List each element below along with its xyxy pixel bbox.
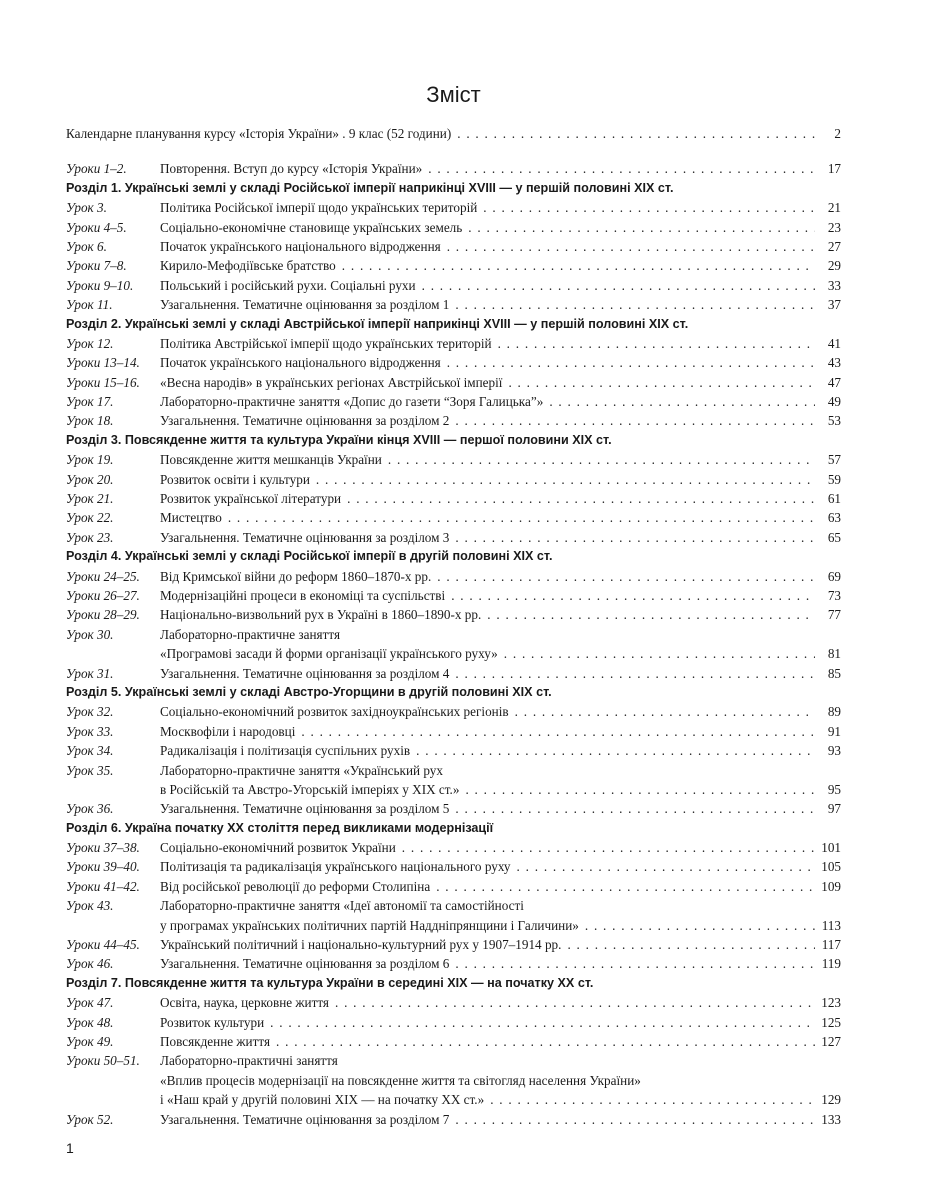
dot-leader [270, 1013, 815, 1032]
toc-page-number: 2 [834, 126, 841, 141]
toc-page-number: 27 [827, 238, 841, 254]
dot-leader [504, 644, 815, 663]
dot-leader [402, 838, 815, 857]
dot-leader [447, 353, 815, 372]
toc-entry[interactable] [66, 954, 841, 973]
toc-page-number: 109 [821, 878, 841, 894]
section-heading[interactable]: Розділ 1. Українські землі у складі Російської імперії наприкінці XVIII — у першій половині XIX ст. [66, 180, 674, 195]
toc-entry-title: Календарне планування курсу «Історія України» . 9 клас (52 години) [66, 126, 452, 141]
toc-entry-title: Від Кримської війни до реформ 1860–1870-х рр. [160, 568, 432, 584]
toc-page-number: 69 [827, 568, 841, 584]
toc-entry[interactable] [66, 722, 841, 741]
dot-leader [549, 392, 815, 411]
toc-page-number: 49 [827, 394, 841, 410]
toc-entry[interactable] [66, 295, 841, 314]
lesson-label: Урок 21. [66, 491, 114, 507]
toc-entry[interactable] [66, 702, 841, 721]
toc-entry-title: Лабораторно-практичне заняття «Український рух [160, 762, 443, 778]
toc-entry-title: Соціально-економічне становище українських земель [160, 219, 463, 235]
toc-page-number: 97 [827, 801, 841, 817]
toc-entry[interactable] [66, 256, 841, 275]
toc-entry-continuation[interactable] [66, 1090, 841, 1109]
toc-page-number: 93 [827, 743, 841, 759]
lesson-label: Урок 6. [66, 238, 107, 254]
lesson-label: Урок 18. [66, 413, 114, 429]
toc-entry[interactable] [66, 664, 841, 683]
lesson-label: Уроки 37–38. [66, 840, 140, 856]
toc-entry-title: і «Наш край у другій половині XIX — на початку XX ст.» [160, 1092, 485, 1108]
lesson-label: Урок 31. [66, 665, 114, 681]
toc-page-number: 127 [821, 1033, 841, 1049]
toc-page-number: 47 [827, 374, 841, 390]
lesson-label: Урок 47. [66, 995, 114, 1011]
toc-entry-title: Лабораторно-практичне заняття «Ідеї автономії та самостійності [160, 898, 524, 914]
lesson-label: Урок 11. [66, 297, 113, 313]
toc-page-number: 113 [821, 917, 841, 933]
dot-leader [347, 489, 815, 508]
toc-entry-title: в Російській та Австро-Угорській імперіях у XIX ст.» [160, 781, 460, 797]
section-heading[interactable]: Розділ 5. Українські землі у складі Австро-Угорщини в другій половині XIX ст. [66, 684, 552, 699]
toc-entry-title: Лабораторно-практичне заняття «Допис до газети “Зоря Галицька”» [160, 394, 544, 410]
lesson-label: Урок 49. [66, 1033, 114, 1049]
toc-page-number: 43 [827, 355, 841, 371]
toc-entry-title: Москвофіли і народовці [160, 723, 296, 739]
toc-entry[interactable] [66, 993, 841, 1012]
toc-page-number: 89 [827, 704, 841, 720]
toc-entry[interactable] [66, 741, 841, 760]
lesson-label: Уроки 26–27. [66, 587, 140, 603]
section-heading[interactable]: Розділ 3. Повсякденне життя та культура України кінця XVIII — першої половини XIX ст. [66, 432, 612, 447]
section-heading[interactable]: Розділ 6. Україна початку XX століття перед викликами модернізації [66, 820, 494, 835]
toc-entry[interactable] [66, 489, 841, 508]
lesson-label: Уроки 39–40. [66, 859, 140, 875]
toc-entry-title: Повсякденне життя [160, 1033, 271, 1049]
lesson-label: Урок 34. [66, 743, 114, 759]
dot-leader [585, 916, 815, 935]
toc-entry-title: Український політичний і національно-культурний рух у 1907–1914 рр. [160, 937, 562, 953]
lesson-label: Уроки 9–10. [66, 277, 134, 293]
lesson-label: Урок 48. [66, 1014, 114, 1030]
toc-page-number: 95 [827, 781, 841, 797]
toc-entry[interactable] [66, 237, 841, 256]
lesson-label: Уроки 41–42. [66, 878, 140, 894]
toc-entry[interactable] [66, 605, 841, 624]
toc-entry-title: Від російської революції до реформи Столипіна [160, 878, 431, 894]
lesson-label: Урок 23. [66, 529, 114, 545]
toc-entry-title: Розвиток освіти і культури [160, 471, 310, 487]
toc-entry-title: Узагальнення. Тематичне оцінювання за розділом 2 [160, 413, 450, 429]
lesson-label: Уроки 28–29. [66, 607, 140, 623]
lesson-label: Уроки 15–16. [66, 374, 140, 390]
toc-page-number: 105 [821, 859, 841, 875]
toc-entry-title: Радикалізація і політизація суспільних рухів [160, 743, 411, 759]
toc-entry[interactable] [66, 857, 841, 876]
toc-entry-title: Політика Австрійської імперії щодо українських територій [160, 335, 492, 351]
lesson-label: Уроки 50–51. [66, 1053, 140, 1069]
toc-page-number: 57 [827, 452, 841, 468]
toc-page-number: 101 [821, 840, 841, 856]
toc-entry-continuation[interactable] [66, 644, 841, 663]
toc-entry-title: Політизація та радикалізація українського національного руху [160, 859, 511, 875]
dot-leader [316, 470, 815, 489]
toc-entry-title: Початок українського національного відродження [160, 238, 441, 254]
toc-entry-title: Узагальнення. Тематичне оцінювання за розділом 5 [160, 801, 450, 817]
toc-entry-title: Кирило-Мефодіївське братство [160, 258, 336, 274]
toc-entry-title: Розвиток української літератури [160, 491, 342, 507]
toc-entry[interactable] [66, 586, 841, 605]
toc-page-number: 37 [827, 297, 841, 313]
dot-leader [422, 276, 815, 295]
toc-entry-title: Узагальнення. Тематичне оцінювання за розділом 3 [160, 529, 450, 545]
lesson-label: Урок 12. [66, 335, 114, 351]
dot-leader [515, 702, 815, 721]
toc-page-number: 61 [827, 491, 841, 507]
lesson-label: Уроки 24–25. [66, 568, 140, 584]
toc-page-number: 59 [827, 471, 841, 487]
section-heading[interactable]: Розділ 7. Повсякденне життя та культура України в середині XIX — на початку XX ст. [66, 975, 594, 990]
dot-leader [455, 1110, 815, 1129]
toc-entry[interactable] [66, 218, 841, 237]
toc-entry-continuation[interactable] [66, 1071, 841, 1090]
toc-entry-title: «Програмові засади й форми організації українського руху» [160, 646, 498, 662]
dot-leader [455, 295, 815, 314]
toc-entry[interactable] [66, 353, 841, 372]
toc-entry-continuation[interactable] [66, 916, 841, 935]
toc-page-number: 63 [827, 510, 841, 526]
lesson-label: Урок 36. [66, 801, 114, 817]
toc-entry[interactable] [66, 508, 841, 527]
toc-entry-title: Узагальнення. Тематичне оцінювання за розділом 7 [160, 1111, 450, 1127]
dot-leader [487, 605, 815, 624]
toc-entry[interactable] [66, 411, 841, 430]
toc-entry[interactable] [66, 799, 841, 818]
toc-entry[interactable] [66, 567, 841, 586]
toc-entry[interactable] [66, 198, 841, 217]
dot-leader [517, 857, 815, 876]
toc-page-number: 33 [827, 277, 841, 293]
dot-leader [276, 1032, 815, 1051]
dot-leader [455, 411, 815, 430]
table-of-contents [66, 80, 841, 1129]
toc-entry-title: Початок українського національного відродження [160, 355, 441, 371]
dot-leader [455, 799, 815, 818]
lesson-label: Урок 43. [66, 898, 114, 914]
dot-leader [228, 508, 815, 527]
dot-leader [468, 218, 815, 237]
lesson-label: Урок 20. [66, 471, 114, 487]
dot-leader [416, 741, 815, 760]
toc-entry[interactable] [66, 470, 841, 489]
toc-page-number: 123 [821, 995, 841, 1011]
toc-entry-title: Соціально-економічний розвиток західноукраїнських регіонів [160, 704, 509, 720]
toc-page-number: 85 [827, 665, 841, 681]
toc-entry-title: «Весна народів» в українських регіонах Австрійської імперії [160, 374, 503, 390]
lesson-label: Урок 35. [66, 762, 114, 778]
toc-entry[interactable] [66, 877, 841, 896]
toc-sections [66, 179, 841, 1129]
dot-leader [498, 334, 815, 353]
dot-leader [301, 722, 815, 741]
lesson-label: Урок 19. [66, 452, 114, 468]
dot-leader [483, 198, 815, 217]
toc-entry-title: Мистецтво [160, 510, 222, 526]
toc-entry-title: Лабораторно-практичне заняття [160, 626, 341, 642]
lesson-label: Урок 3. [66, 200, 107, 216]
toc-page-number: 23 [827, 219, 841, 235]
dot-leader [335, 993, 815, 1012]
dot-leader [451, 586, 815, 605]
toc-entry-continuation[interactable] [66, 780, 841, 799]
lesson-label: Урок 46. [66, 956, 114, 972]
lesson-label: Урок 52. [66, 1111, 114, 1127]
toc-entry[interactable] [66, 896, 841, 915]
page-title: Зміст [426, 82, 481, 107]
toc-entry[interactable] [66, 276, 841, 295]
toc-entry-title: Освіта, наука, церковне життя [160, 995, 329, 1011]
toc-page-number: 21 [827, 200, 841, 216]
toc-page-number: 133 [821, 1111, 841, 1127]
dot-leader [465, 780, 815, 799]
toc-page-number: 91 [827, 723, 841, 739]
lesson-label: Уроки 4–5. [66, 219, 127, 235]
lesson-label: Уроки 44–45. [66, 937, 140, 953]
toc-entry-intro[interactable] [66, 124, 841, 143]
toc-entry[interactable] [66, 528, 841, 547]
toc-entry-title: у програмах українських політичних партій Наддніпрянщини і Галичини» [160, 917, 579, 933]
dot-leader [457, 124, 815, 143]
toc-entry-title: Національно-визвольний рух в Україні в 1860–1890-х рр. [160, 607, 482, 623]
toc-entry[interactable] [66, 1110, 841, 1129]
toc-entry[interactable] [66, 450, 841, 469]
toc-page-number: 65 [827, 529, 841, 545]
lesson-label: Урок 17. [66, 394, 114, 410]
toc-entry[interactable] [66, 935, 841, 954]
toc-entry-title: Узагальнення. Тематичне оцінювання за розділом 1 [160, 297, 450, 313]
toc-page-number: 119 [821, 956, 841, 972]
toc-entry-title: Польський і російський рухи. Соціальні рухи [160, 277, 416, 293]
toc-entry-title: Узагальнення. Тематичне оцінювання за розділом 4 [160, 665, 450, 681]
lesson-label: Урок 30. [66, 626, 114, 642]
lesson-label: Уроки 13–14. [66, 355, 140, 371]
section-heading[interactable]: Розділ 4. Українські землі у складі Російської імперії в другій половині XIX ст. [66, 549, 553, 564]
dot-leader [447, 237, 815, 256]
dot-leader [428, 159, 815, 178]
toc-page-number: 129 [821, 1092, 841, 1108]
toc-entry-title: Узагальнення. Тематичне оцінювання за розділом 6 [160, 956, 450, 972]
lesson-label: Урок 22. [66, 510, 114, 526]
toc-entry-title: Політика Російської імперії щодо українських територій [160, 200, 478, 216]
toc-entry[interactable] [66, 1013, 841, 1032]
toc-entry-title: Повторення. Вступ до курсу «Історія України» [160, 161, 423, 177]
toc-page-number: 125 [821, 1014, 841, 1030]
dot-leader [437, 567, 815, 586]
lesson-label: Урок 33. [66, 723, 114, 739]
toc-entry[interactable] [66, 838, 841, 857]
lesson-label: Уроки 1–2. [66, 161, 127, 177]
toc-entry[interactable] [66, 373, 841, 392]
toc-page-number: 81 [827, 646, 841, 662]
dot-leader [455, 528, 815, 547]
dot-leader [342, 256, 815, 275]
page-number: 1 [66, 1140, 74, 1156]
toc-page-number: 77 [827, 607, 841, 623]
dot-leader [455, 664, 815, 683]
toc-page-number: 29 [827, 258, 841, 274]
dot-leader [508, 373, 815, 392]
toc-entry[interactable] [66, 334, 841, 353]
toc-entry-title: Повсякденне життя мешканців України [160, 452, 382, 468]
toc-page-number: 53 [827, 413, 841, 429]
toc-entry-title: Модернізаційні процеси в економіці та суспільстві [160, 587, 446, 603]
dot-leader [567, 935, 815, 954]
dot-leader [455, 954, 815, 973]
lesson-label: Уроки 7–8. [66, 258, 127, 274]
toc-entry-first[interactable] [66, 159, 841, 178]
toc-page-number: 117 [821, 937, 841, 953]
dot-leader [490, 1090, 815, 1109]
section-heading[interactable]: Розділ 2. Українські землі у складі Австрійської імперії наприкінці XVIII — у першій половині XIX ст. [66, 316, 689, 331]
dot-leader [388, 450, 815, 469]
dot-leader [436, 877, 815, 896]
toc-entry-title: Лабораторно-практичні заняття [160, 1053, 338, 1069]
toc-entry-title: Розвиток культури [160, 1014, 265, 1030]
toc-entry[interactable] [66, 761, 841, 780]
toc-entry[interactable] [66, 625, 841, 644]
toc-entry[interactable] [66, 1032, 841, 1051]
toc-entry[interactable] [66, 1051, 841, 1070]
toc-page-number: 17 [827, 161, 841, 177]
toc-page-number: 73 [827, 587, 841, 603]
toc-entry-title: «Вплив процесів модернізації на повсякденне життя та світогляд населення України» [160, 1072, 641, 1088]
lesson-label: Урок 32. [66, 704, 114, 720]
toc-entry[interactable] [66, 392, 841, 411]
toc-entry-title: Соціально-економічний розвиток України [160, 840, 396, 856]
toc-page-number: 41 [827, 335, 841, 351]
